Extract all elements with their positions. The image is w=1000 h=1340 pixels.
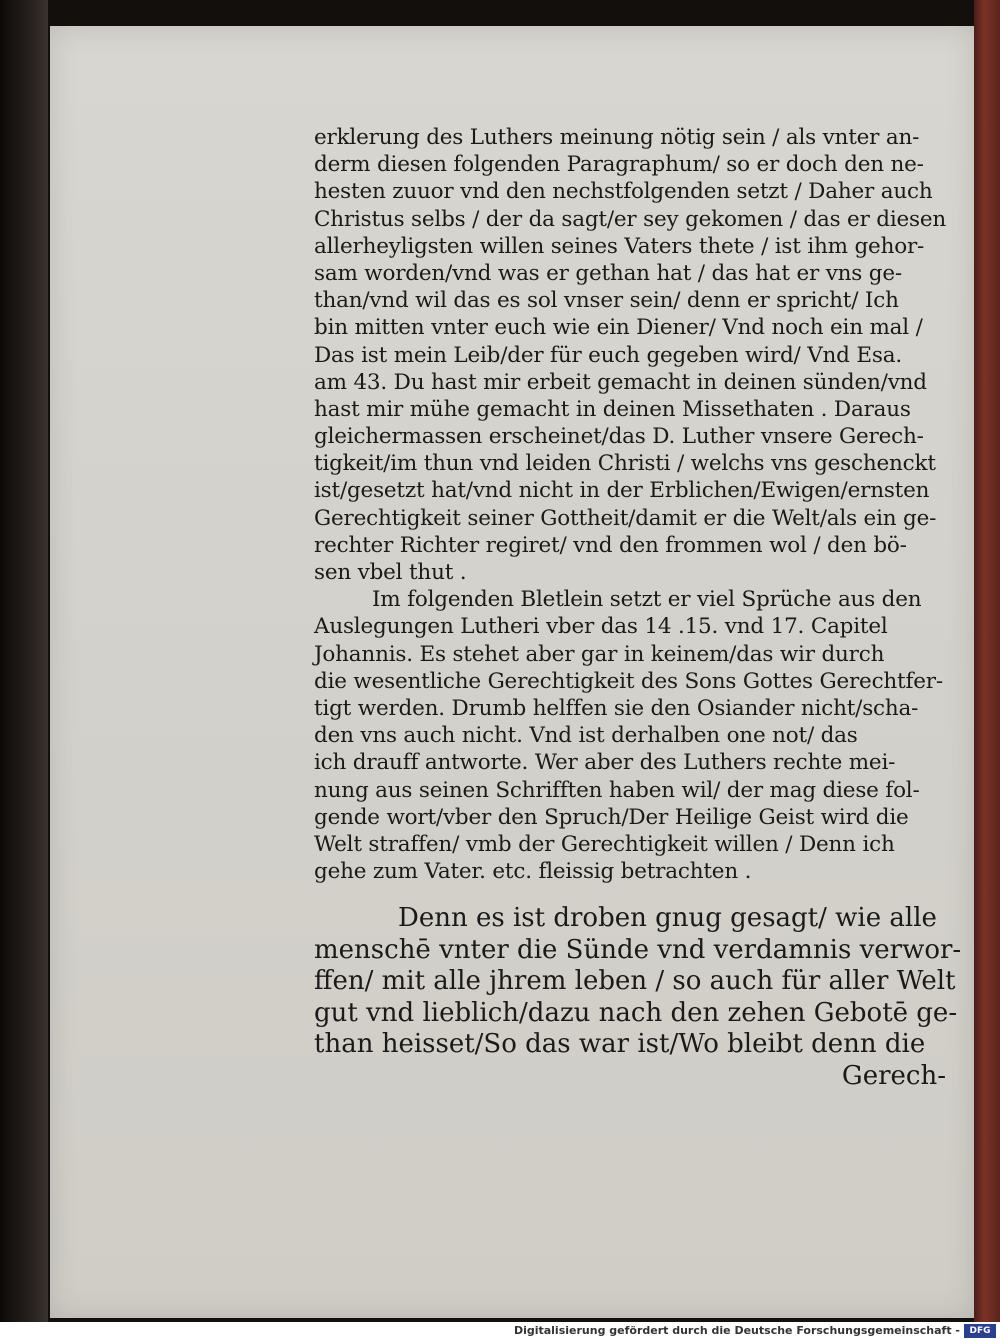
catchword: Gerech-: [841, 1060, 946, 1091]
book-page: [50, 26, 974, 1318]
book-spine-shadow: [0, 0, 48, 1322]
large-text-line: than heisset/So das war ist/Wo bleibt denn die: [314, 1029, 926, 1060]
text-line: Das ist mein Leib/der für euch gegeben wird/ Vnd Esa.: [314, 342, 902, 368]
text-line: den vns auch nicht. Vnd ist derhalben one not/ das: [314, 723, 858, 749]
text-line: tigt werden. Drumb helffen sie den Osiander nicht/scha-: [314, 695, 919, 721]
funding-credit: Digitalisierung gefördert durch die Deutsche Forschungsgemeinschaft -: [513, 1324, 960, 1337]
page-text-block: [314, 124, 962, 1092]
text-line: Auslegungen Lutheri vber das 14 .15. vnd 17. Capitel: [314, 614, 888, 640]
text-line: gleichermassen erscheinet/das D. Luther vnsere Gerech-: [314, 424, 924, 450]
large-text-line: menschē vnter die Sünde vnd verdamnis verwor-: [314, 934, 962, 965]
paragraph-start-line: Im folgenden Bletlein setzt er viel Sprüche aus den: [372, 587, 922, 613]
text-line: than/vnd wil das es sol vnser sein/ denn er spricht/ Ich: [314, 288, 899, 314]
text-line: sen vbel thut .: [314, 560, 467, 585]
book-cover-edge: [974, 0, 1000, 1322]
text-line: derm diesen folgenden Paragraphum/ so er doch den ne-: [314, 152, 924, 178]
text-line: erklerung des Luthers meinung nötig sein / als vnter an-: [314, 125, 920, 150]
text-line: rechter Richter regiret/ vnd den frommen wol / den bö-: [314, 532, 907, 558]
text-line: allerheyligsten willen seines Vaters thete / ist ihm gehor-: [314, 233, 925, 259]
large-type-paragraph: [314, 903, 962, 1092]
text-line: am 43. Du hast mir erbeit gemacht in deinen sünden/vnd: [314, 369, 927, 395]
text-line: ist/gesetzt hat/vnd nicht in der Erblichen/Ewigen/ernsten: [314, 478, 930, 504]
text-line: gende wort/vber den Spruch/Der Heilige Geist wird die: [314, 804, 909, 830]
text-line: Welt straffen/ vmb der Gerechtigkeit willen / Denn ich: [314, 831, 895, 857]
text-line: bin mitten vnter euch wie ein Diener/ Vnd noch ein mal /: [314, 315, 923, 341]
text-line: hesten zuuor vnd den nechstfolgenden setzt / Daher auch: [314, 179, 933, 205]
text-line: hast mir mühe gemacht in deinen Missethaten . Daraus: [314, 396, 911, 422]
text-line: Johannis. Es stehet aber gar in keinem/das wir durch: [314, 641, 885, 667]
large-text-line: ffen/ mit alle jhrem leben / so auch für aller Welt: [314, 966, 956, 997]
text-line: Christus selbs / der da sagt/er sey gekomen / das er diesen: [314, 206, 947, 232]
text-line: Gerechtigkeit seiner Gottheit/damit er die Welt/als ein ge-: [314, 505, 937, 531]
footer-bar: [0, 1322, 1000, 1340]
text-line: die wesentliche Gerechtigkeit des Sons Gottes Gerechtfer-: [314, 668, 943, 694]
text-line: tigkeit/im thun vnd leiden Christi / welchs vns geschenckt: [314, 451, 936, 477]
text-line: gehe zum Vater. etc. fleissig betrachten .: [314, 859, 752, 885]
large-text-line: gut vnd lieblich/dazu nach den zehen Gebotē ge-: [314, 997, 958, 1028]
dfg-logo: DFG: [964, 1324, 996, 1338]
large-text-line: Denn es ist droben gnug gesagt/ wie alle: [398, 903, 937, 934]
text-line: ich drauff antworte. Wer aber des Luthers rechte mei-: [314, 750, 896, 776]
text-line: nung aus seinen Schrifften haben wil/ der mag diese fol-: [314, 777, 920, 803]
text-line: sam worden/vnd was er gethan hat / das hat er vns ge-: [314, 260, 902, 286]
